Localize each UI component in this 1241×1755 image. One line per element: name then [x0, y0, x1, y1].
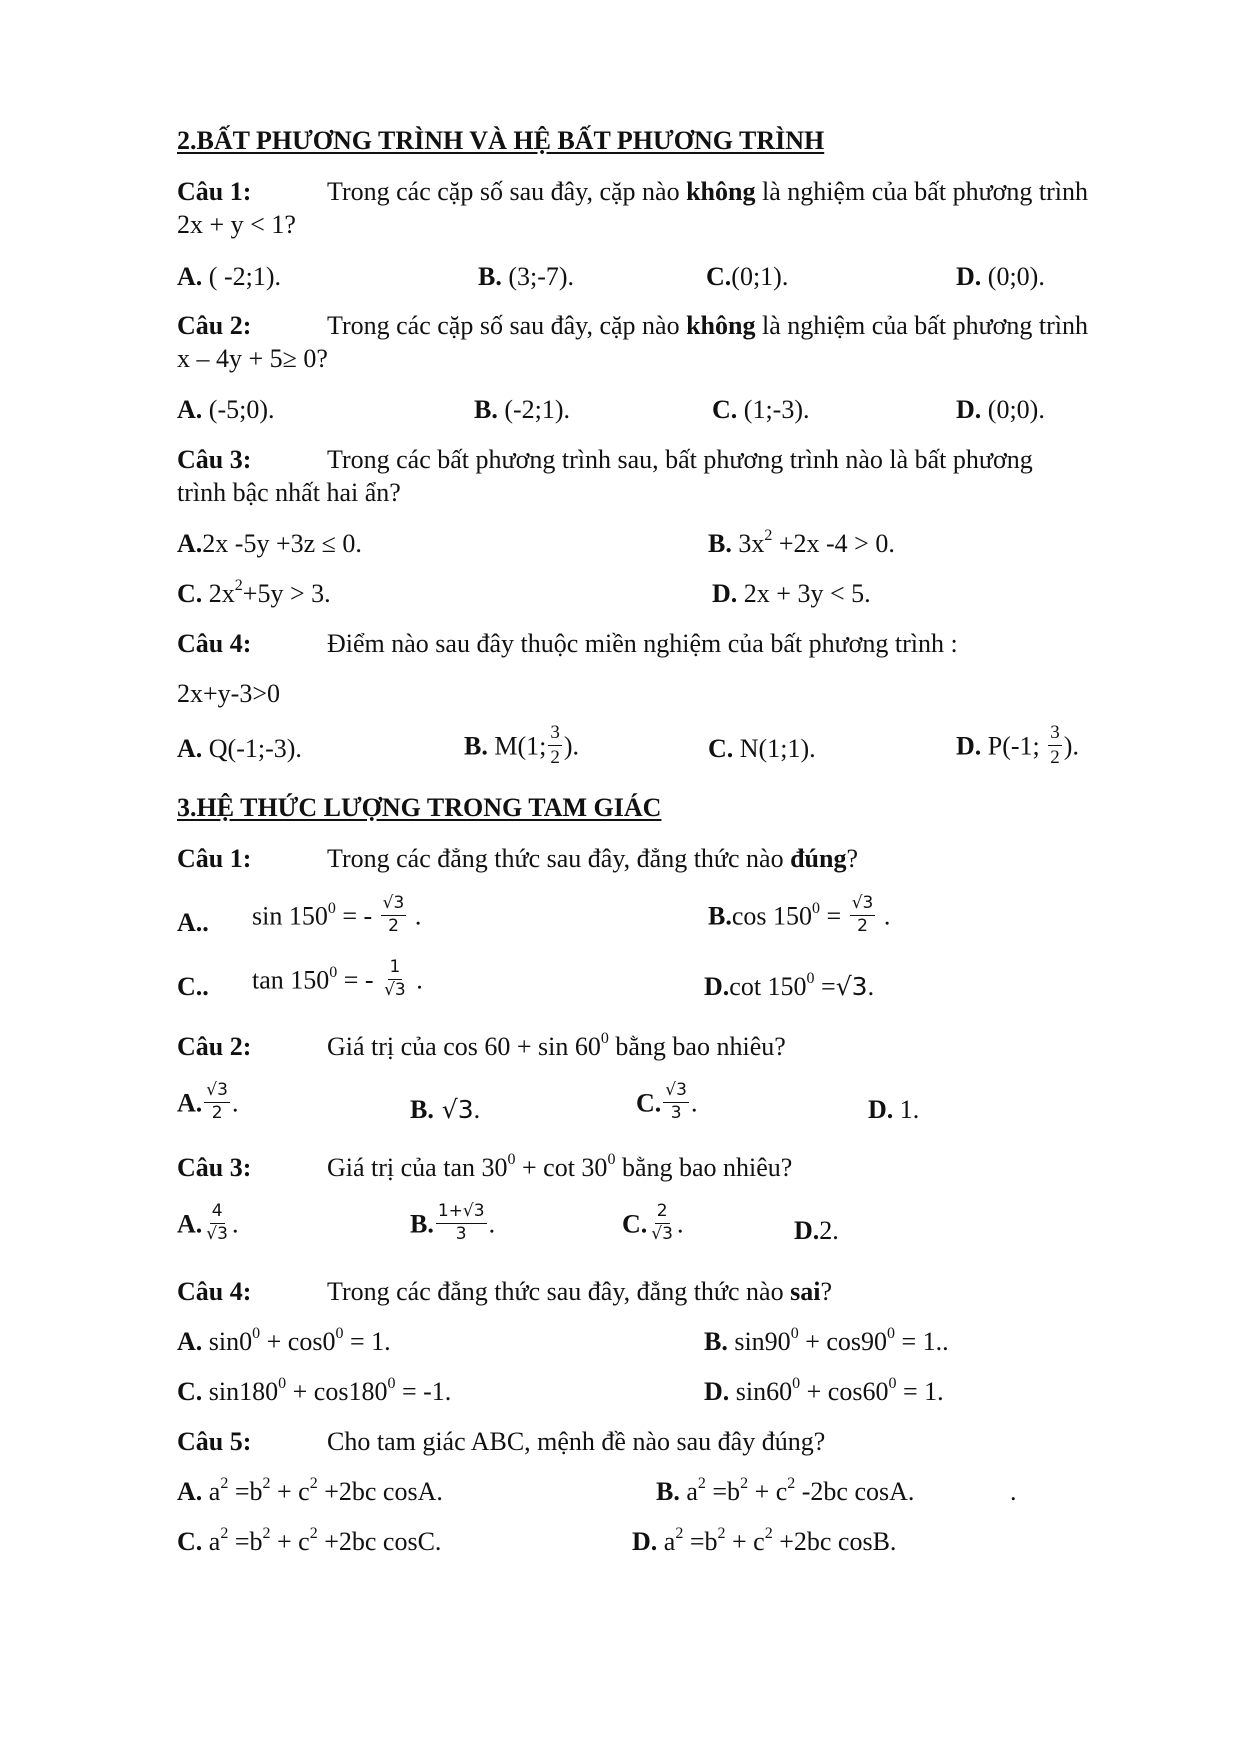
option-d: D. 2x + 3y < 5.: [712, 579, 871, 608]
fraction: $\frac{√3}{2}$: [382, 893, 405, 936]
option-c: C.(0;1).: [706, 262, 789, 291]
option-c: C. $2x^2+5y > 3$.: [177, 577, 331, 608]
question-text-line2: 2x + y < 1?: [177, 210, 296, 239]
option-a: A. Q(-1;-3).: [177, 734, 302, 763]
fraction: $\frac{1}{√3}$: [384, 957, 406, 1000]
question-text: Giá trị của $\cos 60 + \sin 60^0$ bằng bao nhiêu?: [327, 1030, 786, 1061]
fraction: $\frac{1+√3}{3}$: [437, 1201, 485, 1244]
option-a: A.2x -5y +3z ≤ 0.: [177, 529, 362, 558]
option-b: B. $\sin 90^0 + \cos 90^0 = 1$..: [704, 1325, 949, 1356]
option-c: $\tan 150^0$ = - $\frac{1}{√3}$ .: [252, 957, 423, 1000]
option-a: A. $a^2 =b^2 + c^2 +2bc$ cosA.: [177, 1475, 443, 1506]
option-d: D. $\sin 60^0 + \cos 60^0 = 1$.: [704, 1375, 944, 1406]
option-d: D. 1.: [868, 1095, 920, 1124]
question-text: Điểm nào sau đây thuộc miền nghiệm của bất phương trình :: [327, 629, 958, 658]
option-a: A. $\frac{4}{√3}$ .: [177, 1201, 239, 1244]
question-label: Câu 3:: [177, 445, 252, 474]
question-text: Trong các cặp số sau đây, cặp nào không là nghiệm của bất phương trình: [327, 311, 1089, 340]
option-c: C. $a^2 =b^2 + c^2 +2bc$ cosC.: [177, 1525, 442, 1556]
question-label: Câu 2:: [177, 311, 252, 340]
option-b: B. $a^2 =b^2 + c^2$ -2bc cosA.: [656, 1475, 915, 1506]
fraction: $\frac{√3}{2}$: [206, 1080, 228, 1123]
option-b: B. √3.: [410, 1095, 481, 1124]
option-c: C. (1;-3).: [712, 395, 810, 424]
question-text: Giá trị của $\tan 30^0 + \cot 30^0$ bằng bao nhiêu?: [327, 1151, 793, 1182]
question-text: Trong các cặp số sau đây, cặp nào không là nghiệm của bất phương trình: [327, 177, 1089, 206]
option-a-label: A..: [177, 908, 209, 937]
question-label: Câu 3:: [177, 1153, 252, 1182]
fraction: $\frac{3}{2}$: [1050, 722, 1060, 768]
option-a: A. $\frac{√3}{2}$ .: [177, 1080, 239, 1123]
fraction: $\frac{√3}{3}$: [665, 1080, 687, 1123]
section-3-title: 3.HỆ THỨC LƯỢNG TRONG TAM GIÁC: [177, 793, 662, 822]
option-a: $\sin 150^0$ = - $\frac{√3}{2}$ .: [252, 893, 422, 936]
option-a: A. ( -2;1).: [177, 262, 281, 291]
option-c: C. N(1;1).: [708, 734, 816, 763]
fraction: $\frac{√3}{2}$: [851, 893, 874, 936]
option-b: B. $3x^2 +2x$ -4 > 0.: [708, 527, 895, 558]
option-b: B. $\frac{1+√3}{3}$ .: [410, 1201, 496, 1244]
question-text-line2: trình bậc nhất hai ẩn?: [177, 478, 401, 507]
option-b: B.cos $150^0$ = $\frac{√3}{2}$ .: [708, 893, 891, 936]
question-label: Câu 5:: [177, 1427, 252, 1456]
option-b: B. M(1; $\frac{3}{2}$ ).: [464, 722, 580, 768]
question-text: Trong các đẳng thức sau đây, đẳng thức nào đúng?: [327, 844, 859, 873]
option-c: C. $\frac{2}{√3}$ .: [622, 1201, 684, 1244]
question-text: Cho tam giác ABC, mệnh đề nào sau đây đúng?: [327, 1427, 826, 1456]
option-d: D.2.: [794, 1216, 839, 1245]
question-label: Câu 1:: [177, 177, 252, 206]
question-text: Trong các đẳng thức sau đây, đẳng thức nào sai?: [327, 1277, 832, 1306]
option-d: D. $a^2 =b^2 + c^2 +2bc$ cosB.: [632, 1525, 897, 1556]
option-d: D. (0;0).: [956, 395, 1045, 424]
option-c: C. $\frac{√3}{3}$ .: [636, 1080, 698, 1123]
stray-dot: .: [1010, 1477, 1017, 1506]
fraction: $\frac{2}{√3}$: [651, 1201, 673, 1244]
option-a: A. $\sin 0^0 + \cos 0^0 = 1$.: [177, 1325, 391, 1356]
question-text-line2: x – 4y + 5≥ 0?: [177, 344, 328, 373]
option-d: D.cot $150^0 =√3$.: [704, 970, 875, 1001]
option-c: C. $\sin 180^0 + \cos 180^0 = -1$.: [177, 1375, 452, 1406]
option-d: D. (0;0).: [956, 262, 1045, 291]
option-b: B. (3;-7).: [478, 262, 575, 291]
question-label: Câu 1:: [177, 844, 252, 873]
question-label: Câu 4:: [177, 1277, 252, 1306]
question-label: Câu 2:: [177, 1032, 252, 1061]
fraction: $\frac{3}{2}$: [550, 722, 560, 768]
fraction: $\frac{4}{√3}$: [206, 1201, 228, 1244]
option-b: B. (-2;1).: [474, 395, 571, 424]
option-c-label: C..: [177, 972, 209, 1001]
question-text-line2: 2x+y-3>0: [177, 679, 280, 708]
section-2-title: 2.BẤT PHƯƠNG TRÌNH VÀ HỆ BẤT PHƯƠNG TRÌNH: [177, 126, 825, 155]
option-a: A. (-5;0).: [177, 395, 275, 424]
question-label: Câu 4:: [177, 629, 252, 658]
question-text: Trong các bất phương trình sau, bất phương trình nào là bất phương: [327, 445, 1033, 474]
option-d: D. P(-1; $\frac{3}{2}$ ).: [956, 722, 1079, 768]
